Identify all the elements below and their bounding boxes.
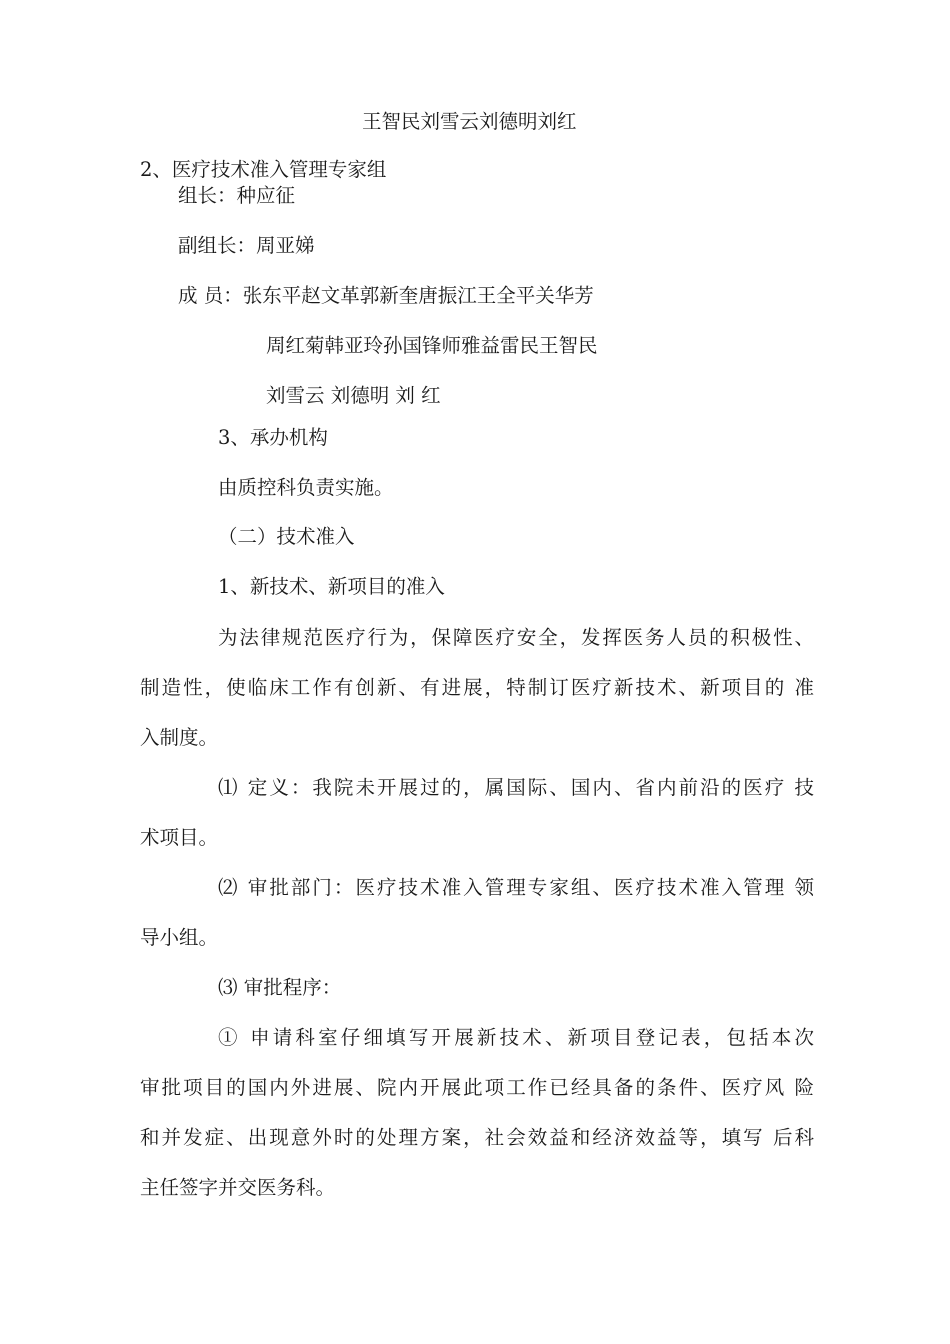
approval-department-line-1: ⑵ 审批部门：医疗技术准入管理专家组、医疗技术准入管理 领 bbox=[218, 876, 814, 899]
approval-department-line-2: 导小组。 bbox=[140, 926, 219, 949]
paragraph-purpose-line-1: 为法律规范医疗行为，保障医疗安全，发挥医务人员的积极性、 bbox=[218, 626, 814, 649]
approval-procedure-heading: ⑶ 审批程序： bbox=[218, 976, 342, 999]
procedure-step-1-line-2: 审批项目的国内外进展、院内开展此项工作已经具备的条件、医疗风 险 bbox=[140, 1076, 814, 1099]
subsection-heading-new-tech: 1、新技术、新项目的准入 bbox=[218, 575, 445, 598]
definition-line-1: ⑴ 定义：我院未开展过的，属国际、国内、省内前沿的医疗 技 bbox=[218, 776, 814, 799]
members-line-2: 周红菊韩亚玲孙国锋师雅益雷民王智民 bbox=[266, 334, 598, 357]
organization-text: 由质控科负责实施。 bbox=[218, 476, 394, 499]
procedure-step-1-line-4: 主任签字并交医务科。 bbox=[140, 1176, 336, 1199]
section-heading-expert-group: 2、医疗技术准入管理专家组 bbox=[140, 158, 387, 181]
procedure-step-1-line-1: ① 申请科室仔细填写开展新技术、新项目登记表，包括本次 bbox=[218, 1026, 814, 1049]
paragraph-purpose-line-3: 入制度。 bbox=[140, 726, 219, 749]
paragraph-purpose-line-2: 制造性，使临床工作有创新、有进展，特制订医疗新技术、新项目的 准 bbox=[140, 676, 814, 699]
section-heading-technology-access: （二）技术准入 bbox=[218, 525, 355, 548]
members-line-3: 刘雪云 刘德明 刘 红 bbox=[266, 384, 441, 407]
member-list-continued: 王智民刘雪云刘德明刘红 bbox=[362, 110, 577, 133]
group-leader: 组长：种应征 bbox=[178, 184, 296, 207]
definition-line-2: 术项目。 bbox=[140, 826, 219, 849]
procedure-step-1-line-3: 和并发症、出现意外时的处理方案，社会效益和经济效益等，填写 后科 bbox=[140, 1126, 814, 1149]
section-heading-organization: 3、承办机构 bbox=[218, 426, 328, 449]
deputy-group-leader: 副组长：周亚娣 bbox=[178, 234, 315, 257]
members-line-1: 成 员：张东平赵文革郭新奎唐振江王全平关华芳 bbox=[178, 284, 594, 307]
